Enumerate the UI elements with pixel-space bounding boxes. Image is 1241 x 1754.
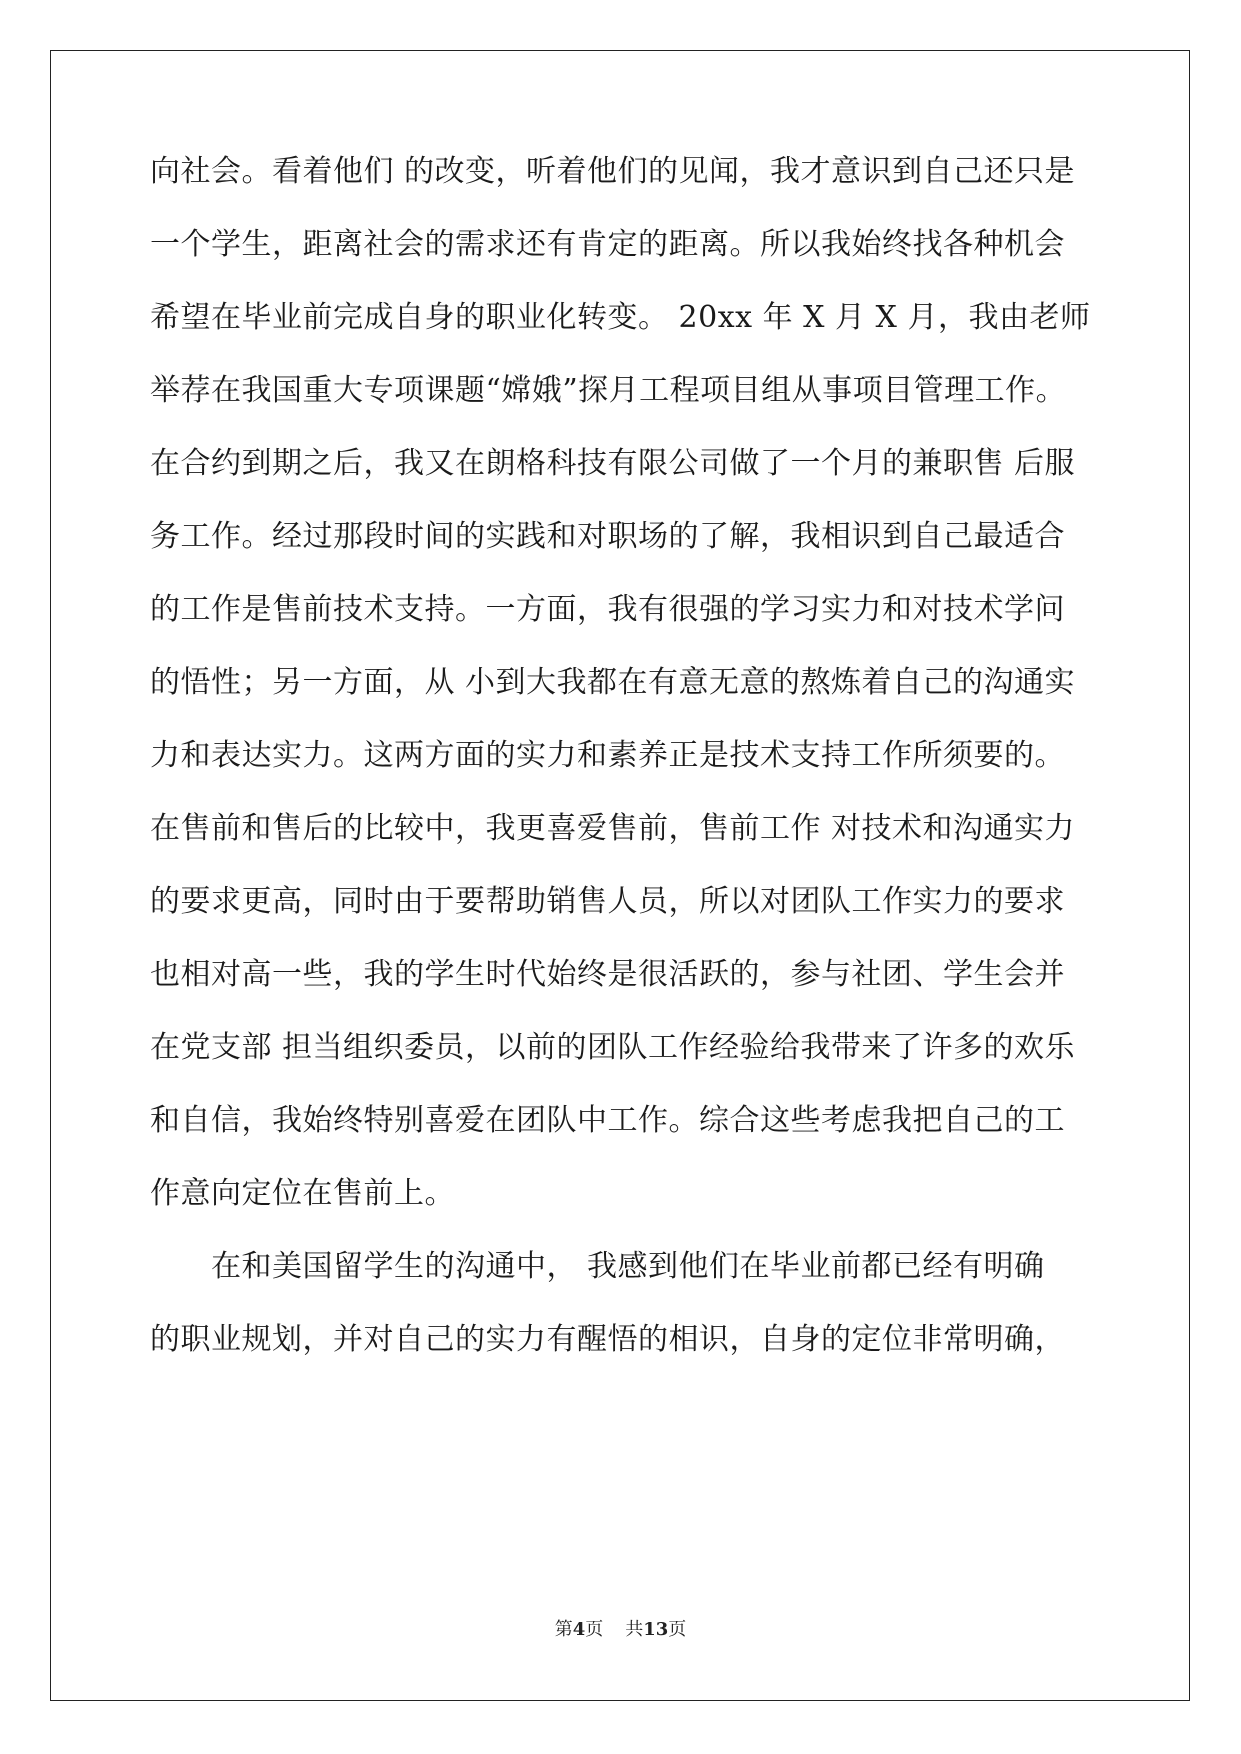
text-line: 务工作。经过那段时间的实践和对职场的了解，我相识到自己最适合 bbox=[150, 519, 1065, 554]
total-suffix: 页 bbox=[668, 1619, 687, 1640]
page-border bbox=[50, 50, 1190, 1701]
page-suffix: 页 bbox=[585, 1619, 604, 1640]
total-pages: 13 bbox=[643, 1619, 669, 1640]
text-line: 希望在毕业前完成自身的职业化转变。 20xx 年 X 月 X 月，我由老师 bbox=[150, 300, 1091, 335]
text-line: 力和表达实力。这两方面的实力和素养正是技术支持工作所须要的。 bbox=[150, 738, 1065, 773]
text-line: 也相对高一些，我的学生时代始终是很活跃的，参与社团、学生会并 bbox=[150, 957, 1065, 992]
page-number: 4 bbox=[572, 1619, 586, 1640]
text-line: 一个学生，距离社会的需求还有肯定的距离。所以我始终找各种机会 bbox=[150, 227, 1065, 262]
page-footer bbox=[0, 1615, 1241, 1641]
text-line: 的悟性；另一方面，从 小到大我都在有意无意的熬炼着自己的沟通实 bbox=[150, 665, 1076, 700]
text-line: 向社会。看着他们 的改变，听着他们的见闻，我才意识到自己还只是 bbox=[150, 154, 1076, 189]
text-line: 的职业规划，并对自己的实力有醒悟的相识，自身的定位非常明确， bbox=[150, 1322, 1065, 1357]
text-line: 在合约到期之后，我又在朗格科技有限公司做了一个月的兼职售 后服 bbox=[150, 446, 1076, 481]
text-line: 的工作是售前技术支持。一方面，我有很强的学习实力和对技术学问 bbox=[150, 592, 1065, 627]
text-line: 在售前和售后的比较中，我更喜爱售前，售前工作 对技术和沟通实力 bbox=[150, 811, 1076, 846]
text-line: 作意向定位在售前上。 bbox=[150, 1176, 455, 1211]
text-line: 在和美国留学生的沟通中， 我感到他们在毕业前都已经有明确 bbox=[150, 1249, 1045, 1284]
total-prefix: 共 bbox=[625, 1619, 644, 1640]
page-prefix: 第 bbox=[554, 1619, 573, 1640]
text-line: 在党支部 担当组织委员，以前的团队工作经验给我带来了许多的欢乐 bbox=[150, 1030, 1076, 1065]
text-line: 的要求更高，同时由于要帮助销售人员，所以对团队工作实力的要求 bbox=[150, 884, 1065, 919]
text-line: 举荐在我国重大专项课题“嫦娥”探月工程项目组从事项目管理工作。 bbox=[150, 373, 1067, 408]
text-line: 和自信，我始终特别喜爱在团队中工作。综合这些考虑我把自己的工 bbox=[150, 1103, 1065, 1138]
